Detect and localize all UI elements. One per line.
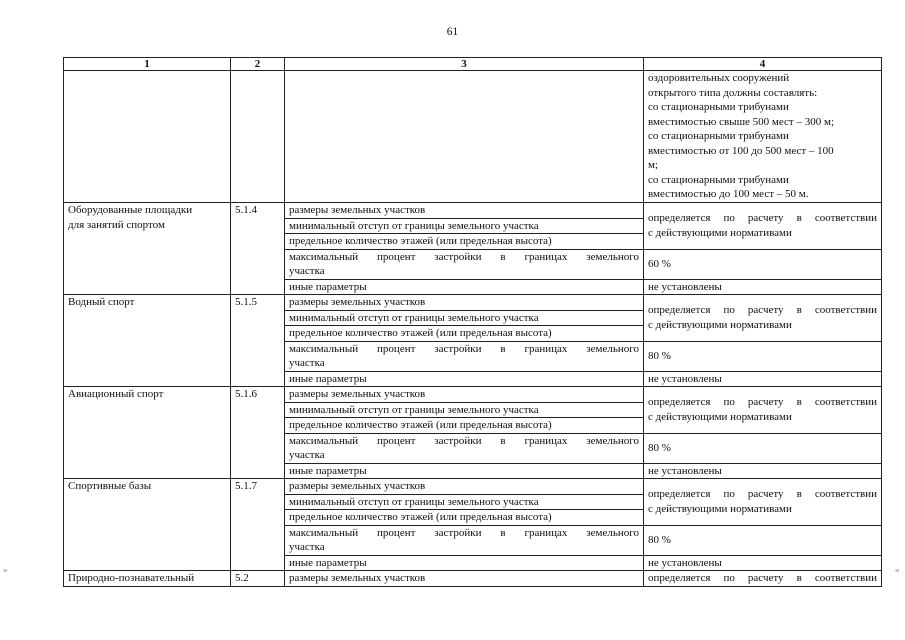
continuation-line: со стационарными трибунами: [648, 101, 789, 113]
param-sizes: размеры земельных участков: [285, 479, 644, 495]
value-calc-line2: с действующими нормативами: [648, 410, 792, 423]
value-calculation: [644, 203, 882, 250]
continuation-line: м;: [648, 159, 659, 171]
use-name-cell: [64, 295, 231, 387]
value-not-set: не установлены: [644, 463, 882, 479]
value-calc-line2: с действующими нормативами: [648, 318, 792, 331]
param-offset: минимальный отступ от границы земельного участка: [285, 494, 644, 510]
value-not-set: не установлены: [644, 555, 882, 571]
param-offset: минимальный отступ от границы земельного участка: [285, 218, 644, 234]
column-header-4: 4: [644, 58, 882, 71]
use-name-continued: для занятий спортом: [68, 218, 165, 231]
value-calc-line1: определяется по расчету в соответствии: [644, 571, 882, 587]
param-sizes: размеры земельных участков: [285, 203, 644, 219]
value-not-set: не установлены: [644, 279, 882, 295]
continuation-line: вместимостью до 100 мест – 50 м.: [648, 188, 809, 200]
table-row: [64, 387, 882, 403]
value-calc-line2: с действующими нормативами: [648, 502, 792, 515]
use-code: 5.2: [231, 571, 285, 587]
param-other: иные параметры: [285, 555, 644, 571]
param-floors: предельное количество этажей (или предельная высота): [285, 510, 644, 526]
param-coverage-line1: максимальный процент застройки в границах земельного: [289, 342, 639, 355]
param-coverage-line1: максимальный процент застройки в границах земельного: [289, 250, 639, 263]
param-coverage: [285, 341, 644, 371]
value-calc-line1: определяется по расчету в соответствии: [648, 212, 877, 225]
use-code: 5.1.7: [231, 479, 285, 571]
column-header-1: 1: [64, 58, 231, 71]
use-code: 5.1.6: [231, 387, 285, 479]
value-calculation: [644, 295, 882, 342]
param-sizes: размеры земельных участков: [285, 295, 644, 311]
value-coverage: 60 %: [644, 249, 882, 279]
use-name: Природно-познавательный: [64, 571, 231, 587]
param-other: иные параметры: [285, 463, 644, 479]
param-offset: минимальный отступ от границы земельного участка: [285, 310, 644, 326]
param-other: иные параметры: [285, 371, 644, 387]
page-number: 61: [446, 26, 459, 38]
param-coverage-line2: участка: [289, 357, 325, 369]
use-code: 5.1.5: [231, 295, 285, 387]
continuation-line: вместимостью от 100 до 500 мест – 100: [648, 144, 834, 157]
value-coverage: 80 %: [644, 341, 882, 371]
zoning-table: [63, 57, 882, 587]
value-not-set: не установлены: [644, 371, 882, 387]
continuation-line: со стационарными трибунами: [648, 130, 789, 142]
table-row: [64, 295, 882, 311]
margin-mark-left: ≡: [3, 566, 8, 575]
continuation-cell: [644, 71, 882, 203]
table-header-row: [64, 58, 882, 71]
use-code: 5.1.4: [231, 203, 285, 295]
param-floors: предельное количество этажей (или предельная высота): [285, 418, 644, 434]
param-floors: предельное количество этажей (или предельная высота): [285, 234, 644, 250]
column-header-2: 2: [231, 58, 285, 71]
param-coverage-line2: участка: [289, 541, 325, 553]
column-header-3: 3: [285, 58, 644, 71]
value-coverage: 80 %: [644, 433, 882, 463]
value-calc-line1: определяется по расчету в соответствии: [648, 488, 877, 501]
value-coverage: 80 %: [644, 525, 882, 555]
use-name-cell: [64, 479, 231, 571]
param-coverage: [285, 249, 644, 279]
table-row: [64, 479, 882, 495]
param-coverage-line1: максимальный процент застройки в границах земельного: [289, 526, 639, 539]
param-coverage: [285, 525, 644, 555]
margin-mark-right: ≡: [895, 566, 900, 575]
value-calc-line1: определяется по расчету в соответствии: [648, 304, 877, 317]
param-coverage: [285, 433, 644, 463]
param-floors: предельное количество этажей (или предельная высота): [285, 326, 644, 342]
use-name: Водный спорт: [68, 296, 135, 308]
use-name: Спортивные базы: [68, 480, 152, 492]
table-row: [64, 203, 882, 219]
continuation-line: со стационарными трибунами: [648, 173, 789, 186]
continuation-line: оздоровительных сооружений: [648, 72, 790, 84]
use-name: Оборудованные площадки: [68, 204, 193, 216]
continuation-row: [64, 71, 882, 203]
param-offset: минимальный отступ от границы земельного участка: [285, 402, 644, 418]
value-calc-line2: с действующими нормативами: [648, 226, 792, 239]
continuation-line: вместимостью свыше 500 мест – 300 м;: [648, 115, 835, 128]
use-name: Авиационный спорт: [68, 388, 164, 400]
param-coverage-line1: максимальный процент застройки в границах земельного: [289, 434, 639, 447]
param-coverage-line2: участка: [289, 265, 325, 277]
param-coverage-line2: участка: [289, 449, 325, 461]
use-name-cell: [64, 387, 231, 479]
param-sizes: размеры земельных участков: [285, 387, 644, 403]
value-calculation: [644, 479, 882, 526]
table-row: [64, 571, 882, 587]
value-calc-line1: определяется по расчету в соответствии: [648, 396, 877, 409]
param-sizes: размеры земельных участков: [285, 571, 644, 587]
use-name-cell: [64, 203, 231, 295]
continuation-line: открытого типа должны составлять:: [648, 86, 818, 99]
param-other: иные параметры: [285, 279, 644, 295]
value-calculation: [644, 387, 882, 434]
